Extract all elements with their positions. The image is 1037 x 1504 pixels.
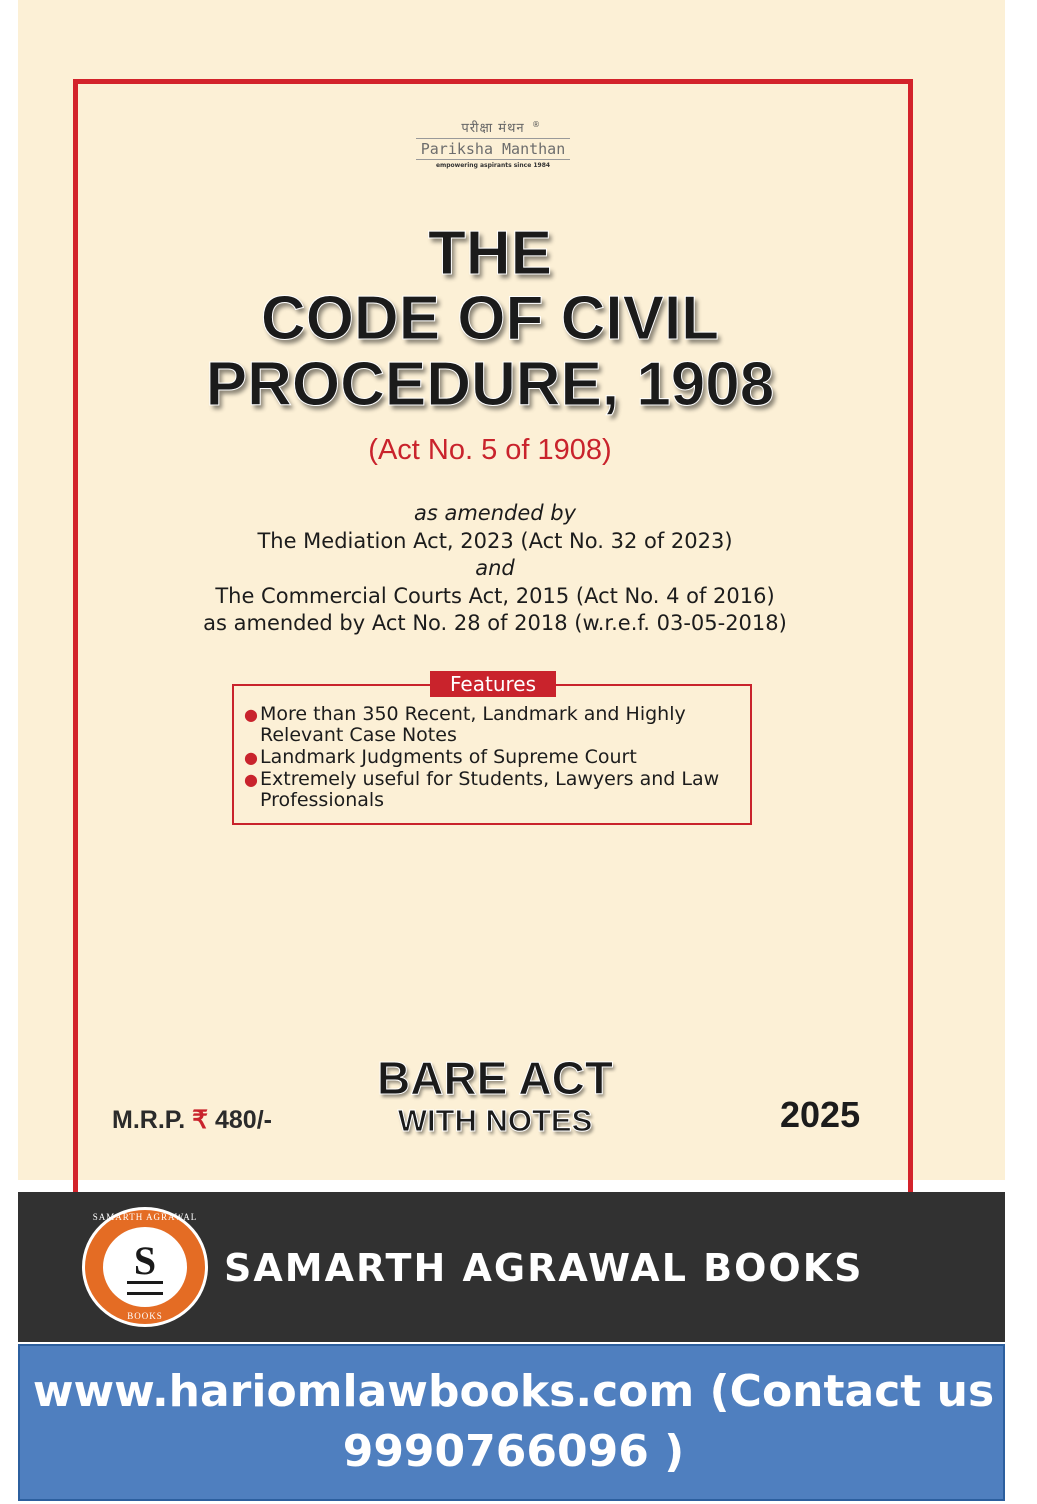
publisher-tagline: empowering aspirants since 1984	[435, 162, 551, 169]
feature-text: More than 350 Recent, Landmark and Highly Relevant Case Notes	[260, 703, 686, 746]
book-title	[120, 219, 860, 419]
amend-second: The Commercial Courts Act, 2015 (Act No. 4 of 2016)	[215, 583, 775, 608]
title-line-2: CODE OF CIVIL	[260, 284, 720, 353]
feature-text: Landmark Judgments of Supreme Court	[260, 746, 637, 768]
feature-item	[244, 747, 744, 768]
logo-ring-top-text: SAMARTH AGRAWAL	[92, 1212, 198, 1222]
publisher-logo	[416, 114, 570, 178]
features-heading: Features	[430, 671, 556, 697]
feature-text: Extremely useful for Students, Lawyers and Law Professionals	[260, 768, 720, 811]
edition-line-1: BARE ACT	[377, 1052, 613, 1104]
price-label: M.R.P.	[112, 1106, 186, 1134]
title-line-3: PROCEDURE, 1908	[205, 350, 775, 419]
publisher-hindi-name: परीक्षा मंथन	[461, 121, 525, 136]
bullet-icon: ●	[244, 770, 258, 789]
amend-first: The Mediation Act, 2023 (Act No. 32 of 2023)	[257, 528, 733, 553]
rupee-icon: ₹	[192, 1106, 209, 1134]
amend-conjunction: and	[475, 556, 515, 580]
edition-line-2: WITH NOTES	[397, 1103, 593, 1138]
books-icon	[127, 1281, 163, 1295]
features-box	[232, 672, 752, 825]
contact-footer	[18, 1344, 1005, 1501]
price	[112, 1105, 272, 1135]
edition-label	[360, 1053, 630, 1139]
registered-mark: ®	[532, 120, 540, 129]
logo-letter: S	[133, 1238, 157, 1283]
bullet-icon: ●	[244, 748, 258, 767]
brand-logo	[82, 1207, 208, 1327]
contact-text: www.hariomlawbooks.com (Contact us 9990766096 )	[32, 1366, 995, 1477]
features-list	[244, 704, 744, 812]
publisher-name: Pariksha Manthan	[416, 138, 570, 160]
feature-item	[244, 769, 744, 811]
price-amount: 480/-	[214, 1106, 272, 1134]
title-line-1: THE	[428, 219, 552, 288]
amend-intro: as amended by	[413, 501, 577, 525]
brand-name: SAMARTH AGRAWAL BOOKS	[224, 1246, 864, 1290]
feature-item	[244, 704, 744, 746]
logo-inner-circle	[103, 1227, 187, 1307]
bullet-icon: ●	[244, 705, 258, 724]
edition-year: 2025	[780, 1094, 861, 1135]
act-number: (Act No. 5 of 1908)	[368, 434, 612, 466]
logo-ring-bottom-text: BOOKS	[127, 1311, 163, 1321]
amendments-block	[150, 500, 840, 638]
amend-third: as amended by Act No. 28 of 2018 (w.r.e.f. 03-05-2018)	[203, 611, 787, 635]
